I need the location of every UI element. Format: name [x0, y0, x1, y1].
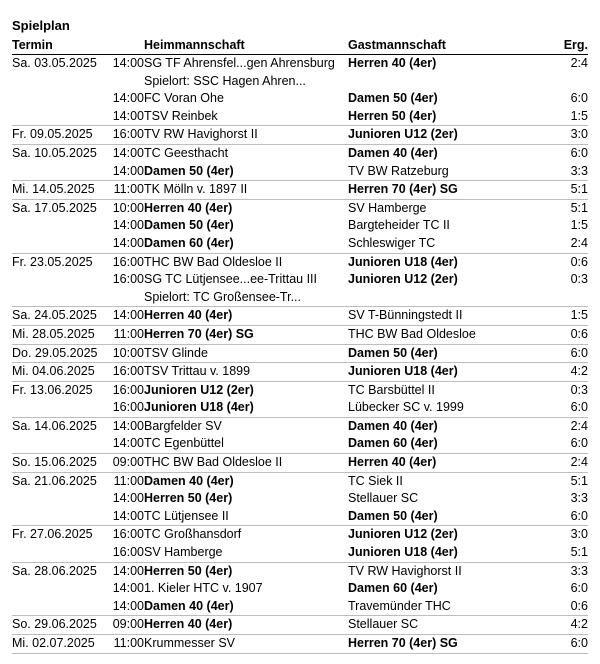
cell-home: Herren 40 (4er)	[144, 200, 233, 215]
cell-date	[12, 544, 108, 562]
table-row	[12, 217, 588, 235]
cell-termin	[12, 435, 144, 453]
cell-guest: TC Siek II	[348, 473, 403, 488]
cell-result: 5:1	[570, 182, 588, 197]
cell-result: 6:0	[570, 436, 588, 451]
cell-date	[12, 508, 108, 526]
table-row	[12, 90, 588, 108]
cell-result	[552, 289, 588, 307]
cell-home: THC BW Bad Oldesloe II	[144, 455, 283, 470]
cell-time: 16:00	[112, 382, 144, 397]
table-row	[12, 325, 588, 344]
cell-termin	[12, 526, 144, 544]
cell-termin	[12, 55, 144, 73]
table-row	[12, 508, 588, 526]
cell-result: 5:1	[570, 200, 588, 215]
header-termin: Termin	[12, 38, 53, 52]
cell-home: Herren 40 (4er)	[144, 308, 233, 323]
cell-guest: Herren 40 (4er)	[348, 56, 437, 70]
cell-date	[12, 217, 108, 235]
cell-termin	[12, 254, 144, 272]
cell-result: 2:4	[570, 418, 588, 433]
table-header	[12, 36, 588, 55]
cell-home: TSV Glinde	[144, 345, 208, 360]
cell-result: 1:5	[570, 108, 588, 123]
table-row	[12, 634, 588, 653]
cell-guest: Travemünder THC	[348, 598, 451, 613]
cell-date: Mi. 04.06.2025	[12, 364, 95, 379]
table-row	[12, 453, 588, 472]
cell-date	[12, 598, 108, 616]
cell-home: TSV Trittau v. 1899	[144, 364, 251, 379]
cell-time: 11:00	[113, 636, 144, 650]
cell-date	[12, 580, 108, 598]
cell-home: 1. Kieler HTC v. 1907	[144, 581, 263, 596]
cell-time: 11:00	[113, 326, 144, 341]
cell-termin	[12, 289, 144, 307]
cell-termin	[12, 473, 144, 491]
table-row	[12, 598, 588, 616]
cell-time: 14:00	[112, 91, 144, 106]
table-row	[12, 472, 588, 491]
cell-result: 3:0	[570, 127, 588, 142]
cell-time: 16:00	[112, 527, 144, 542]
cell-home: Herren 70 (4er) SG	[144, 326, 254, 341]
cell-home: TC Lütjensee II	[144, 508, 229, 523]
cell-time: 16:00	[112, 127, 144, 142]
cell-date: Sa. 10.05.2025	[12, 145, 97, 160]
cell-home: SG TF Ahrensfel...gen Ahrensburg	[144, 56, 335, 70]
cell-termin	[12, 363, 144, 381]
cell-home: Junioren U18 (4er)	[144, 400, 254, 415]
cell-guest	[348, 73, 552, 91]
cell-home: Herren 50 (4er)	[144, 491, 233, 506]
cell-date	[12, 163, 108, 181]
cell-date: Fr. 23.05.2025	[12, 254, 93, 269]
cell-time: 14:00	[112, 145, 144, 160]
cell-result: 6:0	[570, 145, 588, 160]
cell-date	[12, 90, 108, 108]
cell-date: Sa. 21.06.2025	[12, 473, 97, 488]
cell-result: 3:3	[570, 563, 588, 578]
cell-termin	[12, 108, 144, 126]
cell-date: Fr. 13.06.2025	[12, 382, 93, 397]
table-row	[12, 399, 588, 417]
cell-home: Damen 40 (4er)	[144, 598, 234, 613]
cell-guest: Damen 60 (4er)	[348, 581, 438, 596]
cell-home: TK Mölln v. 1897 II	[144, 182, 248, 197]
cell-guest: TV BW Ratzeburg	[348, 163, 449, 178]
cell-date	[12, 399, 108, 417]
cell-date: Do. 29.05.2025	[12, 345, 98, 360]
cell-home: THC BW Bad Oldesloe II	[144, 254, 283, 269]
cell-home: TSV Reinbek	[144, 108, 218, 123]
cell-date	[12, 435, 108, 453]
cell-termin	[12, 145, 144, 163]
cell-home: Herren 40 (4er)	[144, 617, 233, 632]
cell-guest: SV T-Bünningstedt II	[348, 308, 463, 323]
cell-date	[12, 490, 108, 508]
cell-date: Sa. 24.05.2025	[12, 308, 97, 323]
cell-result: 1:5	[570, 308, 588, 323]
cell-result: 0:6	[570, 598, 588, 613]
cell-date: So. 15.06.2025	[12, 455, 97, 470]
table-row	[12, 306, 588, 325]
table-row	[12, 362, 588, 381]
cell-home: SV Hamberge	[144, 545, 223, 560]
cell-time: 14:00	[112, 235, 144, 250]
cell-termin	[12, 271, 144, 289]
cell-result: 6:0	[570, 345, 588, 360]
table-row	[12, 525, 588, 544]
cell-termin	[12, 563, 144, 581]
cell-result: 0:3	[570, 272, 588, 287]
cell-guest: Herren 70 (4er) SG	[348, 636, 458, 650]
cell-guest: Junioren U18 (4er)	[348, 545, 458, 560]
cell-guest: Junioren U18 (4er)	[348, 364, 458, 379]
cell-termin	[12, 418, 144, 436]
table-row	[12, 344, 588, 363]
cell-home: TC Geesthacht	[144, 145, 229, 160]
cell-termin	[12, 454, 144, 472]
table-row	[12, 490, 588, 508]
cell-result: 2:4	[570, 235, 588, 250]
cell-result: 3:0	[570, 527, 588, 542]
cell-guest: Schleswiger TC	[348, 235, 436, 250]
cell-time	[108, 289, 144, 307]
table-row	[12, 55, 588, 73]
cell-termin	[12, 200, 144, 218]
cell-guest: Lübecker SC v. 1999	[348, 400, 464, 415]
cell-result: 6:0	[570, 636, 588, 650]
cell-time: 16:00	[112, 254, 144, 269]
cell-time: 16:00	[112, 400, 144, 415]
cell-home: TC Egenbüttel	[144, 436, 224, 451]
cell-date: Fr. 27.06.2025	[12, 527, 93, 542]
table-row	[12, 235, 588, 253]
cell-time: 10:00	[112, 345, 144, 360]
cell-home: Bargfelder SV	[144, 418, 222, 433]
cell-result: 2:4	[570, 455, 588, 470]
cell-result: 6:0	[570, 581, 588, 596]
cell-time: 16:00	[112, 545, 144, 560]
cell-time: 14:00	[112, 491, 144, 506]
cell-result: 0:6	[570, 254, 588, 269]
cell-time: 14:00	[112, 163, 144, 178]
cell-result: 5:1	[570, 545, 588, 560]
cell-home: Damen 50 (4er)	[144, 163, 234, 178]
cell-time: 14:00	[112, 598, 144, 613]
cell-termin	[12, 616, 144, 634]
cell-result: 2:4	[570, 56, 588, 70]
cell-time: 14:00	[112, 108, 144, 123]
cell-time	[108, 73, 144, 91]
cell-date: Mi. 28.05.2025	[12, 326, 95, 341]
cell-guest: TC Barsbüttel II	[348, 382, 435, 397]
cell-date	[12, 235, 108, 253]
cell-time: 14:00	[112, 508, 144, 523]
cell-date	[12, 73, 108, 91]
table-row	[12, 253, 588, 272]
cell-termin	[12, 399, 144, 417]
cell-date: Sa. 28.06.2025	[12, 563, 97, 578]
cell-time: 14:00	[112, 418, 144, 433]
cell-termin	[12, 217, 144, 235]
cell-result: 6:0	[570, 400, 588, 415]
cell-home: TC Großhansdorf	[144, 527, 242, 542]
cell-home: Krummesser SV	[144, 636, 235, 650]
cell-result: 1:5	[570, 218, 588, 233]
cell-guest: Stellauer SC	[348, 617, 419, 632]
cell-date: Sa. 14.06.2025	[12, 418, 97, 433]
cell-date	[12, 271, 108, 289]
cell-time: 14:00	[112, 563, 144, 578]
cell-home: Damen 50 (4er)	[144, 218, 234, 233]
header-gast: Gastmannschaft	[348, 38, 446, 52]
cell-termin	[12, 635, 144, 653]
cell-termin	[12, 508, 144, 526]
table-row	[12, 73, 588, 91]
cell-guest: Damen 60 (4er)	[348, 436, 438, 451]
cell-home: Spielort: TC Großensee-Tr...	[144, 289, 301, 304]
cell-guest: Herren 40 (4er)	[348, 455, 437, 470]
cell-guest: THC BW Bad Oldesloe	[348, 326, 476, 341]
cell-result: 5:1	[570, 473, 588, 488]
cell-termin	[12, 598, 144, 616]
cell-guest: TV RW Havighorst II	[348, 563, 462, 578]
page-title: Spielplan	[12, 18, 70, 33]
cell-guest: Damen 50 (4er)	[348, 91, 438, 106]
cell-guest: Junioren U12 (2er)	[348, 127, 458, 142]
cell-time: 11:00	[113, 182, 144, 197]
cell-guest: SV Hamberge	[348, 200, 427, 215]
cell-home: Damen 40 (4er)	[144, 473, 234, 488]
table-row	[12, 199, 588, 218]
cell-termin	[12, 544, 144, 562]
table-row	[12, 180, 588, 199]
cell-result: 0:6	[570, 326, 588, 341]
table-row	[12, 435, 588, 453]
header-erg: Erg.	[563, 38, 588, 52]
cell-termin	[12, 580, 144, 598]
cell-guest: Damen 40 (4er)	[348, 418, 438, 433]
cell-guest	[348, 289, 552, 307]
table-row	[12, 562, 588, 581]
cell-time: 09:00	[112, 617, 144, 632]
table-row	[12, 144, 588, 163]
table-row	[12, 163, 588, 181]
cell-result: 3:3	[570, 491, 588, 506]
cell-termin	[12, 345, 144, 363]
table-row	[12, 381, 588, 400]
cell-termin	[12, 307, 144, 325]
cell-time: 14:00	[112, 218, 144, 233]
cell-guest: Junioren U18 (4er)	[348, 254, 458, 269]
cell-guest: Bargteheider TC II	[348, 218, 450, 233]
cell-result: 4:2	[570, 617, 588, 632]
cell-guest: Herren 50 (4er)	[348, 108, 437, 123]
cell-termin	[12, 90, 144, 108]
cell-home: SG TC Lütjensee...ee-Trittau III	[144, 272, 317, 287]
cell-termin	[12, 235, 144, 253]
cell-date: Fr. 09.05.2025	[12, 127, 93, 142]
table-row	[12, 544, 588, 562]
cell-home: Damen 60 (4er)	[144, 235, 234, 250]
cell-result: 6:0	[570, 508, 588, 523]
table-row	[12, 417, 588, 436]
cell-time: 16:00	[112, 364, 144, 379]
table-row	[12, 580, 588, 598]
cell-guest: Junioren U12 (2er)	[348, 527, 458, 542]
cell-date	[12, 289, 108, 307]
table-row	[12, 271, 588, 289]
cell-time: 14:00	[112, 56, 144, 70]
cell-time: 09:00	[112, 455, 144, 470]
cell-home: Spielort: SSC Hagen Ahren...	[144, 73, 306, 88]
cell-result: 4:2	[570, 364, 588, 379]
cell-result	[552, 73, 588, 91]
cell-time: 16:00	[112, 272, 144, 287]
cell-time: 14:00	[112, 581, 144, 596]
cell-result: 0:3	[570, 382, 588, 397]
cell-time: 11:00	[113, 473, 144, 488]
cell-termin	[12, 382, 144, 400]
cell-date: So. 29.06.2025	[12, 617, 97, 632]
header-heim: Heimmannschaft	[144, 38, 245, 52]
cell-date: Mi. 14.05.2025	[12, 182, 95, 197]
cell-home: Junioren U12 (2er)	[144, 382, 254, 397]
schedule-table	[12, 55, 588, 654]
cell-time: 10:00	[112, 200, 144, 215]
cell-date: Sa. 03.05.2025	[12, 56, 97, 70]
cell-time: 14:00	[112, 308, 144, 323]
cell-home: TV RW Havighorst II	[144, 127, 258, 142]
cell-termin	[12, 326, 144, 344]
cell-guest: Damen 50 (4er)	[348, 345, 438, 360]
table-row	[12, 289, 588, 307]
cell-guest: Junioren U12 (2er)	[348, 272, 458, 287]
table-row	[12, 125, 588, 144]
cell-termin	[12, 163, 144, 181]
table-row	[12, 108, 588, 126]
cell-guest: Damen 40 (4er)	[348, 145, 438, 160]
cell-guest: Stellauer SC	[348, 491, 419, 506]
cell-termin	[12, 73, 144, 91]
cell-result: 6:0	[570, 91, 588, 106]
cell-date: Sa. 17.05.2025	[12, 200, 97, 215]
cell-termin	[12, 126, 144, 144]
cell-result: 3:3	[570, 163, 588, 178]
cell-termin	[12, 181, 144, 199]
cell-guest: Herren 70 (4er) SG	[348, 182, 458, 197]
cell-date	[12, 108, 108, 126]
cell-guest: Damen 50 (4er)	[348, 508, 438, 523]
cell-termin	[12, 490, 144, 508]
cell-time: 14:00	[112, 436, 144, 451]
cell-home: Herren 50 (4er)	[144, 563, 233, 578]
cell-date: Mi. 02.07.2025	[12, 636, 95, 650]
table-row	[12, 615, 588, 634]
cell-home: FC Voran Ohe	[144, 91, 224, 106]
